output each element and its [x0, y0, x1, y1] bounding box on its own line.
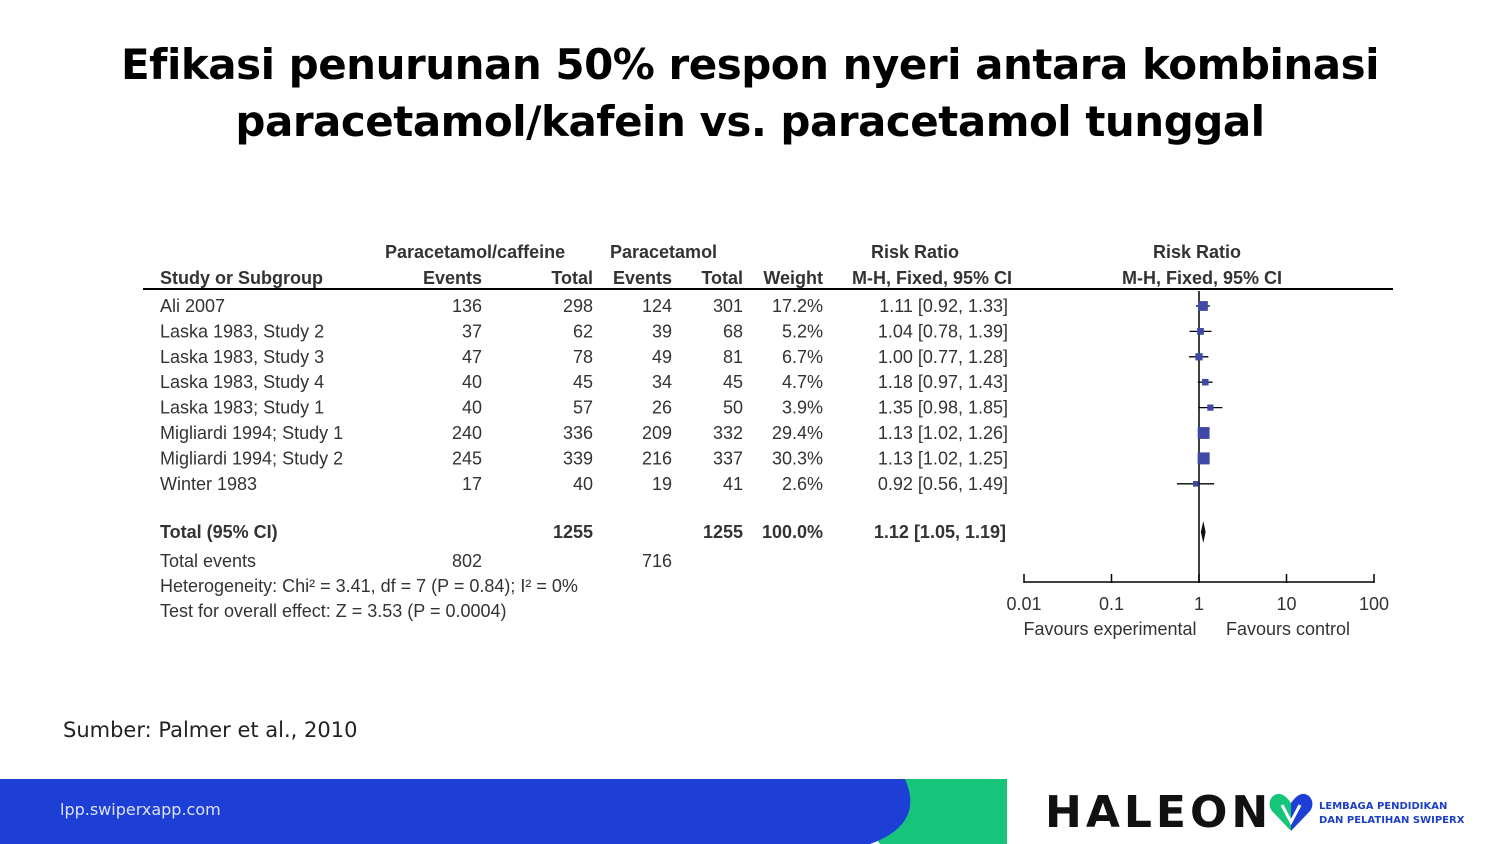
study-events-1: 40 — [461, 372, 482, 393]
header-total-1: Total — [551, 268, 593, 288]
study-events-1: 17 — [461, 473, 482, 494]
study-effect-marker — [1198, 301, 1208, 311]
study-total-1: 336 — [562, 423, 593, 443]
study-name: Laska 1983, Study 2 — [160, 321, 325, 342]
study-name: Laska 1983, Study 3 — [160, 346, 325, 367]
study-events-2: 34 — [651, 372, 672, 393]
study-events-2: 39 — [651, 321, 672, 342]
study-weight: 29.4% — [771, 423, 823, 443]
study-risk-ratio: 1.00 [0.77, 1.28] — [877, 346, 1008, 367]
slide-title-line-1: Efikasi penurunan 50% respon nyeri antara kombinasi — [120, 40, 1380, 89]
header-rr-method-right: M-H, Fixed, 95% CI — [1121, 268, 1283, 288]
study-events-1: 245 — [451, 448, 482, 469]
header-group1: Paracetamol/caffeine — [385, 242, 566, 262]
header-study: Study or Subgroup — [160, 268, 323, 288]
lpp-logo-text — [1319, 800, 1464, 828]
study-total-2: 337 — [712, 448, 743, 469]
study-total-1: 57 — [572, 397, 593, 418]
total-weight: 100.0% — [761, 522, 823, 542]
haleon-logo: HALEON — [1045, 787, 1273, 838]
lpp-heart-icon — [1268, 791, 1314, 833]
study-total-2: 332 — [712, 423, 743, 443]
study-events-2: 19 — [651, 473, 672, 494]
study-total-1: 45 — [572, 372, 593, 393]
header-rr-method-left: M-H, Fixed, 95% CI — [851, 268, 1013, 288]
study-weight: 2.6% — [781, 473, 823, 494]
study-risk-ratio: 1.13 [1.02, 1.26] — [877, 423, 1008, 443]
lpp-line-2: DAN PELATIHAN SWIPERX — [1319, 815, 1465, 826]
study-risk-ratio: 1.13 [1.02, 1.25] — [877, 448, 1008, 469]
study-events-1: 136 — [451, 296, 482, 316]
study-effect-marker — [1202, 379, 1209, 386]
study-events-2: 26 — [651, 397, 672, 418]
study-name: Migliardi 1994; Study 1 — [160, 423, 344, 443]
total-risk-ratio: 1.12 [1.05, 1.19] — [873, 522, 1006, 542]
footer-url[interactable]: lpp.swiperxapp.com — [60, 800, 221, 819]
x-axis-tick-label: 100 — [1358, 594, 1390, 614]
study-events-1: 47 — [461, 346, 482, 367]
study-risk-ratio: 1.18 [0.97, 1.43] — [877, 372, 1008, 393]
study-total-2: 68 — [722, 321, 743, 342]
header-total-2: Total — [701, 268, 743, 288]
study-effect-marker — [1198, 452, 1210, 464]
study-total-1: 298 — [562, 296, 593, 316]
header-rr-title-right: Risk Ratio — [1152, 242, 1242, 262]
study-events-2: 216 — [641, 448, 672, 469]
favours-control-label: Favours control — [1225, 619, 1351, 639]
study-name: Ali 2007 — [160, 296, 226, 316]
study-weight: 3.9% — [781, 397, 823, 418]
study-total-1: 78 — [572, 346, 593, 367]
x-axis-tick-label: 10 — [1276, 594, 1297, 614]
study-name: Laska 1983; Study 1 — [160, 397, 325, 418]
study-effect-marker — [1197, 328, 1204, 335]
study-total-1: 62 — [572, 321, 593, 342]
study-name: Migliardi 1994; Study 2 — [160, 448, 344, 469]
study-events-1: 40 — [461, 397, 482, 418]
heterogeneity-text: Heterogeneity: Chi² = 3.41, df = 7 (P = 0.84); I² = 0% — [160, 576, 578, 596]
lpp-line-1: LEMBAGA PENDIDIKAN — [1319, 801, 1448, 812]
study-effect-marker — [1193, 481, 1199, 487]
study-total-2: 301 — [712, 296, 743, 316]
study-name: Winter 1983 — [160, 473, 258, 494]
study-risk-ratio: 1.11 [0.92, 1.33] — [879, 296, 1008, 316]
x-axis-tick-label: 0.1 — [1098, 594, 1125, 614]
study-effect-marker — [1195, 353, 1202, 360]
study-total-2: 50 — [722, 397, 743, 418]
study-weight: 4.7% — [781, 372, 823, 393]
total-events-label: Total events — [160, 551, 257, 571]
study-total-2: 81 — [722, 346, 743, 367]
study-total-1: 40 — [572, 473, 593, 494]
header-events-2: Events — [612, 268, 672, 288]
study-total-2: 45 — [722, 372, 743, 393]
total-total-2: 1255 — [702, 522, 743, 542]
x-axis-tick-label: 0.01 — [1006, 594, 1042, 614]
study-name: Laska 1983, Study 4 — [160, 372, 325, 393]
study-total-2: 41 — [722, 473, 743, 494]
header-events-1: Events — [422, 268, 482, 288]
study-events-1: 37 — [461, 321, 482, 342]
study-total-1: 339 — [562, 448, 593, 469]
study-events-1: 240 — [451, 423, 482, 443]
x-axis-tick-label: 1 — [1193, 594, 1205, 614]
total-total-1: 1255 — [552, 522, 593, 542]
total-diamond — [1201, 521, 1206, 543]
total-label: Total (95% CI) — [160, 522, 278, 542]
study-events-2: 124 — [641, 296, 672, 316]
study-events-2: 49 — [651, 346, 672, 367]
study-effect-marker — [1207, 404, 1213, 410]
study-risk-ratio: 1.35 [0.98, 1.85] — [877, 397, 1008, 418]
study-weight: 30.3% — [771, 448, 823, 469]
header-group2: Paracetamol — [610, 242, 718, 262]
study-weight: 17.2% — [771, 296, 823, 316]
total-events-2: 716 — [641, 551, 672, 571]
header-rr-title-left: Risk Ratio — [870, 242, 960, 262]
favours-experimental-label: Favours experimental — [1023, 619, 1197, 639]
study-risk-ratio: 1.04 [0.78, 1.39] — [877, 321, 1008, 342]
study-risk-ratio: 0.92 [0.56, 1.49] — [877, 473, 1008, 494]
header-weight: Weight — [763, 268, 823, 288]
study-weight: 5.2% — [781, 321, 823, 342]
slide-title-line-2: paracetamol/kafein vs. paracetamol tunggal — [235, 97, 1265, 146]
study-events-2: 209 — [641, 423, 672, 443]
total-events-1: 802 — [451, 551, 482, 571]
study-effect-marker — [1198, 427, 1210, 439]
overall-effect-text: Test for overall effect: Z = 3.53 (P = 0.0004) — [160, 601, 507, 621]
source-citation: Sumber: Palmer et al., 2010 — [63, 718, 358, 742]
study-weight: 6.7% — [781, 346, 823, 367]
